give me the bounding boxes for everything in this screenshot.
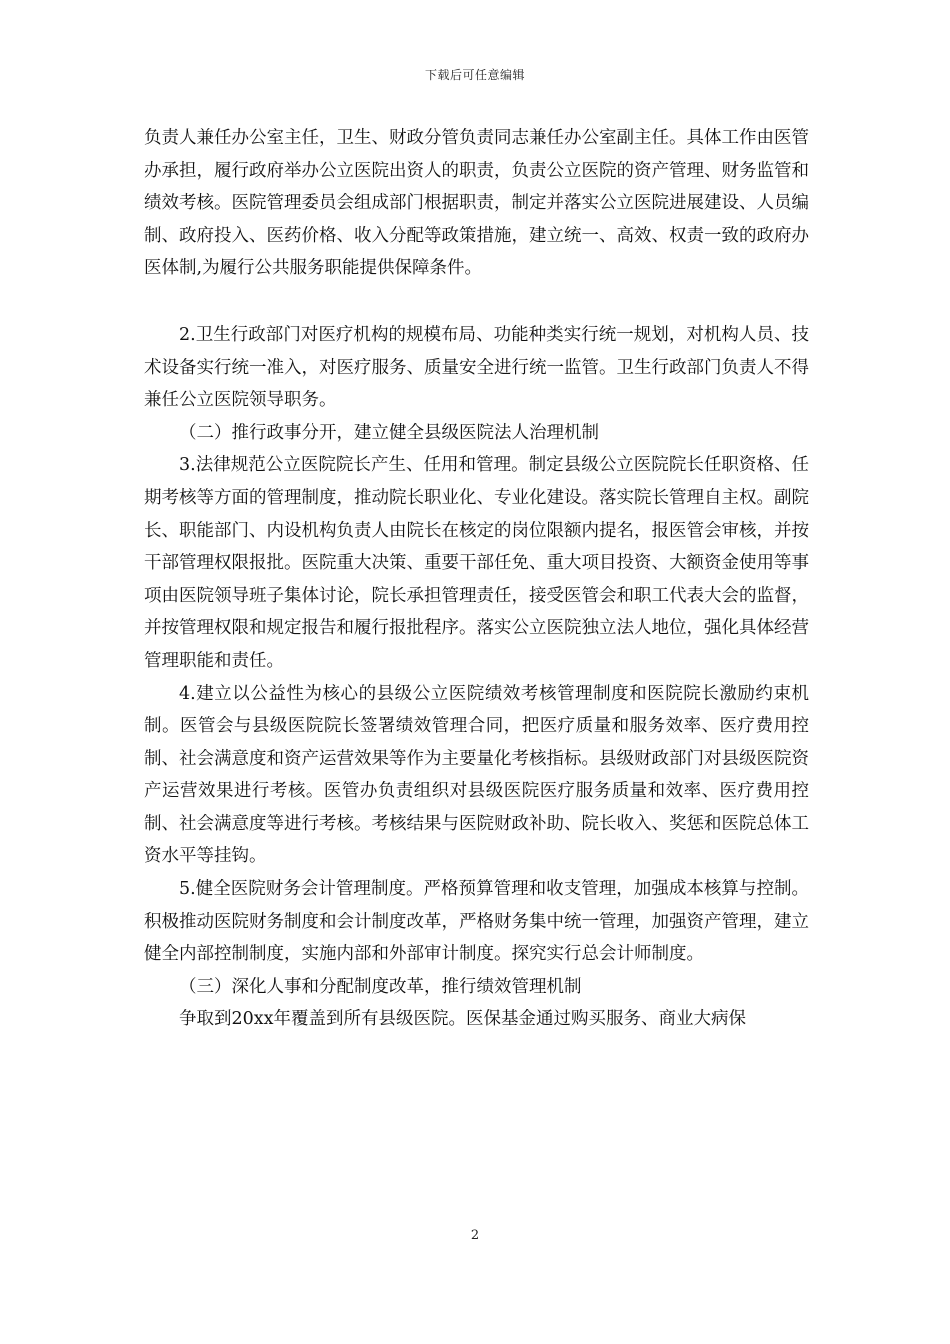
page-number: 2: [470, 1228, 480, 1243]
section-heading-3: （三）深化人事和分配制度改革，推行绩效管理机制: [179, 976, 582, 997]
paragraph-1: 负责人兼任办公室主任，卫生、财政分管负责同志兼任办公室副主任。具体工作由医管办承担，履行政府举办公立医院出资人的职责，负责公立医院的资产管理、财务监管和绩效考核。医院管理委员会组成部门根据职责，制定并落实公立医院进展建设、人员编制、政府投入、医药价格、收入分配等政策措施，建立统一、高效、权责一致的政府办医体制,为履行公共服务职能提供保障条件。: [144, 128, 809, 279]
section-heading-2: （二）推行政事分开，建立健全县级医院法人治理机制: [179, 422, 599, 443]
paragraph-3: 3.法律规范公立医院院长产生、任用和管理。制定县级公立医院院长任职资格、任期考核等方面的管理制度，推动院长职业化、专业化建设。落实院长管理自主权。副院长、职能部门、内设机构负责人由院长在核定的岗位限额内提名，报医管会审核，并按干部管理权限报批。医院重大决策、重要干部任免、重大项目投资、大额资金使用等事项由医院领导班子集体讨论，院长承担管理责任，接受医管会和职工代表大会的监督，并按管理权限和规定报告和履行报批程序。落实公立医院独立法人地位，强化具体经营管理职能和责任。: [144, 455, 809, 671]
paragraph-6: 争取到20xx年覆盖到所有县级医院。医保基金通过购买服务、商业大病保: [179, 1009, 747, 1030]
document-body: [144, 122, 809, 1036]
paragraph-5: 5.健全医院财务会计管理制度。严格预算管理和收支管理，加强成本核算与控制。积极推动医院财务制度和会计制度改革，严格财务集中统一管理，加强资产管理，建立健全内部控制制度，实施内部和外部审计制度。探究实行总会计师制度。: [144, 879, 809, 965]
paragraph-4: 4.建立以公益性为核心的县级公立医院绩效考核管理制度和医院院长激励约束机制。医管会与县级医院院长签署绩效管理合同，把医疗质量和服务效率、医疗费用控制、社会满意度和资产运营效果等作为主要量化考核指标。县级财政部门对县级医院资产运营效果进行考核。医管办负责组织对县级医院医疗服务质量和效率、医疗费用控制、社会满意度等进行考核。考核结果与医院财政补助、院长收入、奖惩和医院总体工资水平等挂钩。: [144, 683, 809, 867]
page-header: 下载后可任意编辑: [424, 68, 525, 82]
paragraph-2: 2.卫生行政部门对医疗机构的规模布局、功能种类实行统一规划，对机构人员、技术设备实行统一准入，对医疗服务、质量安全进行统一监管。卫生行政部门负责人不得兼任公立医院领导职务。: [144, 324, 809, 411]
